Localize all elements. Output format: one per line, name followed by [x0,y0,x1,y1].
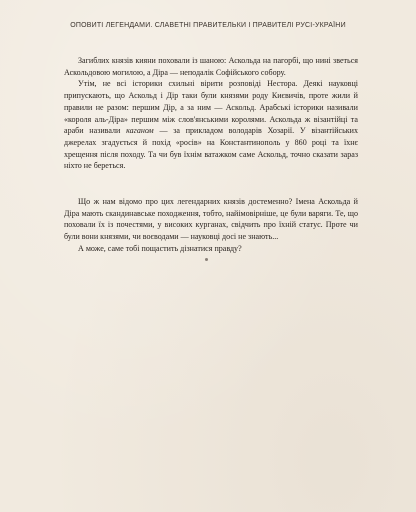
paragraph-1: Загиблих князів кияни поховали із шаною: Аскольда на пагорбі, що нині зветься Аскольдовою могилою, а Діра — неподалік Софійського собору. [64,56,358,77]
paragraph-4: А може, саме тобі пощастить дізнатися правду? [78,243,242,253]
paragraph-2 [64,78,358,172]
running-head: ОПОВИТІ ЛЕГЕНДАМИ. СЛАВЕТНІ ПРАВИТЕЛЬКИ І ПРАВИТЕЛІ РУСІ-УКРАЇНИ [70,22,346,29]
body-text [64,55,358,255]
paragraph-2-emphasis: каганом [126,126,154,136]
center-dot-ornament [205,258,208,261]
paragraph-2-text: Утім, не всі історики схильні вірити розповіді Нестора. Деякі науковці припускають, що Аскольд і Дір таки були князями роду Києвичів, проте жили й правили не разом: першим Дір, а за ним — Аскольд. Арабські історики називали «короля аль-Діра» першим між слов'янськими королями. Аскольда ж візантійці та араби називали [64,79,358,136]
paragraph-3: Що ж нам відомо про цих легендарних князів достеменно? Імена Аскольда й Діра мають скандинавське походження, тобто, найімовірніше, це були варяги. Те, що поховали їх із почестями, у високих курганах, свідчить про їхній статус. Проте чи були вони князями, чи воєводами — науковці досі не знають... [64,197,358,242]
paragraph-2-text-after: — за прикладом володарів Хозарії. У візантійських джерелах згадується й похід «росів» на Константинополь у 860 році та їхнє хрещення після походу. Та чи був їхнім ватажком саме Аскольд, точно сказати зараз ніхто не береться. [64,126,358,171]
